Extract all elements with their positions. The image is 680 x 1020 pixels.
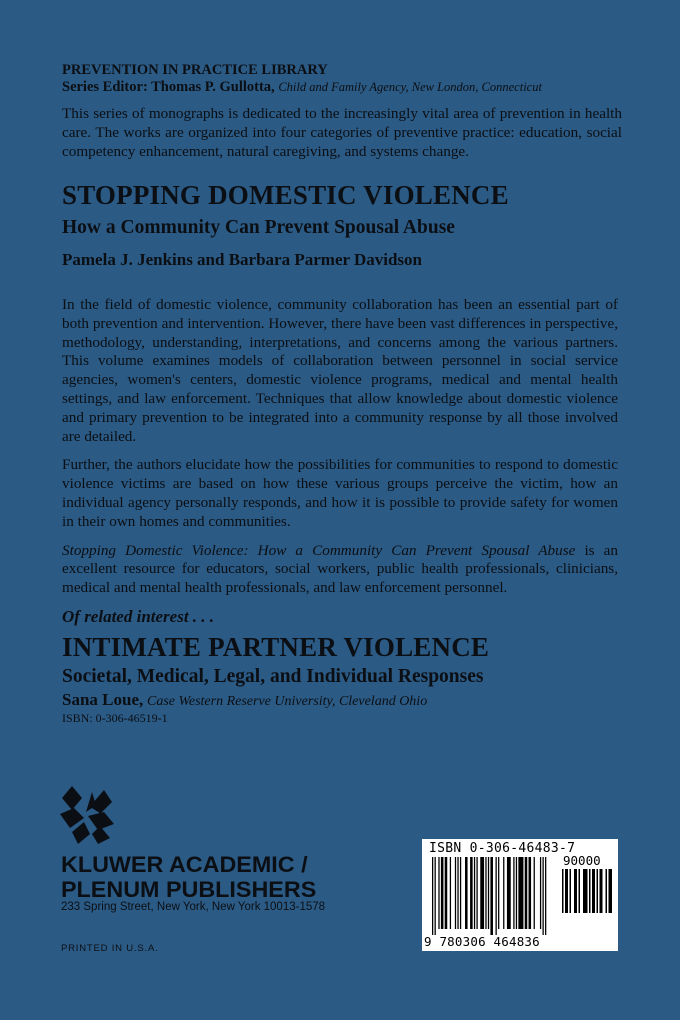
barcode-bar: [476, 857, 477, 929]
barcode-price-code: 90000: [563, 853, 601, 868]
series-title: PREVENTION IN PRACTICE LIBRARY: [62, 62, 328, 78]
price-barcode-bars: [562, 869, 612, 919]
isbn-barcode: [422, 839, 618, 951]
barcode-bar: [574, 869, 577, 913]
barcode-bar: [562, 869, 564, 913]
series-editor-affiliation: Child and Family Agency, New London, Connecticut: [278, 80, 542, 94]
publisher-name-line-1: KLUWER ACADEMIC /: [61, 852, 308, 877]
series-editor: [62, 79, 622, 96]
barcode-bar: [455, 857, 456, 929]
barcode-bar: [609, 869, 613, 913]
description-paragraph-2: Further, the authors elucidate how the possibilities for communities to respond to domestic violence victims are based on how these various groups perceive the victim, how an individual agency personally responds, and how it is possible to provide safety for women in their own homes and communities.: [62, 456, 618, 530]
barcode-bar: [485, 857, 486, 929]
barcode-bar: [507, 857, 511, 929]
book-title: STOPPING DOMESTIC VIOLENCE: [62, 180, 509, 210]
barcode-bar: [457, 857, 458, 929]
book-title-italic: Stopping Domestic Violence: How a Community Can Prevent Spousal Abuse: [62, 541, 576, 559]
description-paragraph-3: [62, 542, 618, 598]
barcode-bar: [516, 857, 517, 929]
barcode-bar: [438, 857, 439, 929]
ean-barcode-bars: [432, 857, 558, 935]
barcode-bar: [432, 857, 433, 935]
barcode-bar: [441, 857, 444, 929]
related-author-affiliation: Case Western Reserve University, Cleveland Ohio: [147, 694, 428, 709]
barcode-bar: [518, 857, 523, 929]
barcode-bar: [496, 857, 497, 935]
barcode-bar: [498, 857, 499, 929]
description-paragraph-1: In the field of domestic violence, community collaboration has been an essential part of both prevention and intervention. However, there have been vast differences in perspective, methodology, understanding, interpretations, and concerns among the various partners. This volume examines models of collaboration between personnel in social service agencies, women's centers, domestic violence programs, medical and mental health settings, and law enforcement. Techniques that allow knowledge about domestic violence and primary prevention to be integrated into a community response by all those involved are detailed.: [62, 296, 618, 445]
barcode-bar: [513, 857, 514, 929]
related-author-name: Sana Loue,: [62, 690, 144, 709]
book-subtitle: How a Community Can Prevent Spousal Abuse: [62, 217, 455, 238]
barcode-bar: [525, 857, 528, 929]
barcode-bar: [565, 869, 568, 913]
related-book-subtitle: Societal, Medical, Legal, and Individual Responses: [62, 666, 484, 687]
series-info: [62, 62, 622, 161]
barcode-bar: [488, 857, 489, 929]
barcode-bar: [435, 857, 436, 935]
barcode-bar: [540, 857, 541, 929]
barcode-bar: [606, 869, 608, 913]
barcode-bar: [570, 869, 572, 913]
barcode-bar: [503, 857, 504, 929]
related-book-isbn: ISBN: 0-306-46519-1: [62, 711, 168, 725]
barcode-bar: [470, 857, 473, 929]
barcode-bar: [583, 869, 588, 913]
barcode-bar: [465, 857, 468, 929]
barcode-isbn-text: ISBN 0-306-46483-7: [429, 841, 576, 856]
barcode-bar: [542, 857, 543, 935]
barcode-bar: [474, 857, 475, 929]
barcode-bar: [600, 869, 603, 913]
description-paragraph-3-text: is an excellent resource for educators, social workers, public health professionals, clinicians, medical and mental health professionals, and law enforcement personnel.: [62, 541, 618, 597]
barcode-bar: [534, 857, 535, 929]
printed-in-label: PRINTED IN U.S.A.: [61, 943, 159, 954]
barcode-bar: [529, 857, 532, 929]
barcode-bar: [445, 857, 448, 929]
barcode-bar: [592, 869, 595, 913]
publisher-address: 233 Spring Street, New York, New York 10013-1578: [61, 901, 326, 913]
barcode-bar: [480, 857, 484, 929]
book-authors: Pamela J. Jenkins and Barbara Parmer Davidson: [62, 250, 423, 269]
barcode-bar: [450, 857, 451, 929]
related-book-author: [62, 690, 427, 710]
barcode-bar: [545, 857, 546, 935]
series-description: This series of monographs is dedicated to the increasingly vital area of prevention in health care. The works are organized into four categories of preventive practice: education, social competency enhancement, natural caregiving, and systems change.: [62, 105, 622, 160]
related-book-title: INTIMATE PARTNER VIOLENCE: [62, 632, 490, 662]
barcode-bar: [589, 869, 591, 913]
book-description: [62, 296, 618, 608]
publisher-name-line-2: PLENUM PUBLISHERS: [61, 877, 317, 902]
kluwer-logo-icon: [58, 784, 116, 846]
barcode-bar: [579, 869, 581, 913]
series-editor-name: Series Editor: Thomas P. Gullotta,: [62, 79, 275, 95]
barcode-bar: [460, 857, 461, 929]
barcode-digits: 9 780306 464836: [424, 934, 540, 949]
barcode-bar: [597, 869, 599, 913]
barcode-bar: [490, 857, 493, 935]
related-interest-label: Of related interest . . .: [62, 607, 215, 626]
publisher-name: [61, 852, 316, 902]
